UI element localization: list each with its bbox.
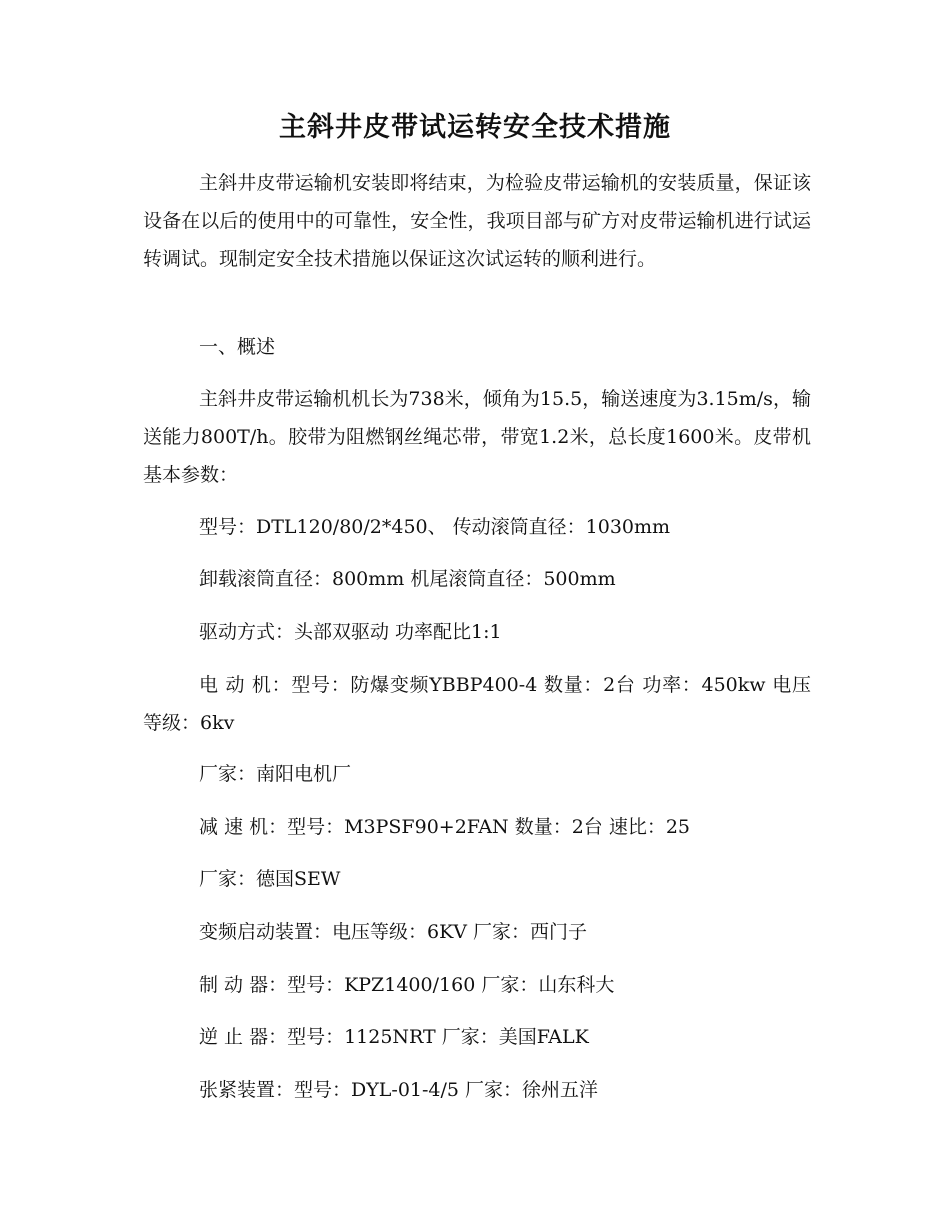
param-brake: 制 动 器：型号：KPZ1400/160 厂家：山东科大 xyxy=(199,974,615,996)
overview-paragraph: 主斜井皮带运输机机长为738米，倾角为15.5，输送速度为3.15m/s，输送能力800T/h。胶带为阻燃钢丝绳芯带，带宽1.2米，总长度1600米。皮带机基本参数： xyxy=(143,388,811,486)
param-drive: 驱动方式：头部双驱动 功率配比1:1 xyxy=(199,621,502,643)
param-model: 型号：DTL120/80/2*450、 传动滚筒直径：1030mm xyxy=(199,516,671,538)
param-reducer-maker: 厂家：德国SEW xyxy=(199,868,341,890)
document-title: 主斜井皮带试运转安全技术措施 xyxy=(279,112,671,143)
section-heading-overview: 一、概述 xyxy=(199,336,276,358)
intro-paragraph: 主斜井皮带运输机安装即将结束，为检验皮带运输机的安装质量，保证该设备在以后的使用中的可靠性，安全性，我项目部与矿方对皮带运输机进行试运转调试。现制定安全技术措施以保证这次试运转的顺利进行。 xyxy=(143,172,811,270)
param-pulley: 卸载滚筒直径：800mm 机尾滚筒直径：500mm xyxy=(199,568,616,590)
param-motor-maker: 厂家：南阳电机厂 xyxy=(199,763,352,785)
param-backstop: 逆 止 器：型号：1125NRT 厂家：美国FALK xyxy=(199,1026,589,1048)
param-reducer: 减 速 机：型号：M3PSF90+2FAN 数量：2台 速比：25 xyxy=(199,816,691,838)
param-motor: 电 动 机：型号：防爆变频YBBP400-4 数量：2台 功率：450kw 电压等级：6kv xyxy=(143,674,811,734)
param-tensioner: 张紧装置：型号：DYL-01-4/5 厂家：徐州五洋 xyxy=(199,1079,599,1101)
param-vfd: 变频启动装置：电压等级：6KV 厂家：西门子 xyxy=(199,921,588,943)
